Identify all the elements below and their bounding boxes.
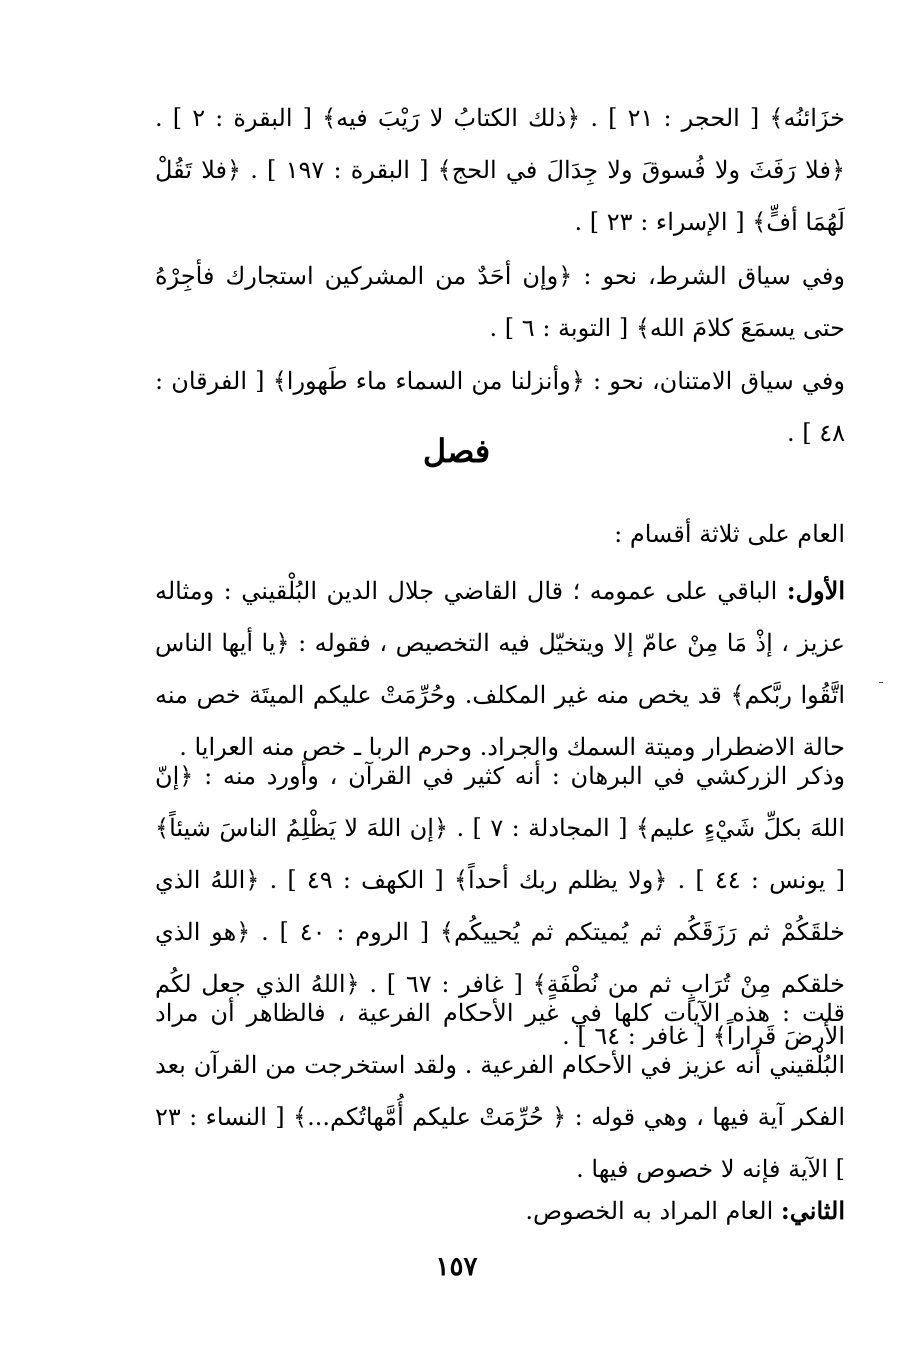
paragraph-zarkashi: وذكر الزركشي في البرهان : أنه كثير في القرآن ، وأورد منه : ﴿إنّ اللهَ بكلِّ شَيْءٍ عليم﴾ [ المجادلة : ٧ ] . ﴿إن اللهَ لا يَظْلِمُ الناسَ شيئاً﴾ [ يونس : ٤٤ ] . ﴿ولا يظلم ربك أحداً﴾ [ الكهف : ٤٩ ] . ﴿اللهُ الذي خلقَكُمْ ثم رَزَقَكُم ثم يُميتكم ثم يُحييكُم﴾ [ الروم : ٤٠ ] . ﴿هو الذي خلقكم مِنْ تُرَابٍ ثم من نُطْفَةٍ﴾ [ غافر : ٦٧ ] . ﴿اللهُ الذي جعل لكُم الأرضَ قَراراً﴾ [ غافر : ٦٤ ] . (155, 762, 845, 1050)
second-type-label: الثاني: (780, 1196, 845, 1225)
paragraph-second-type (155, 1185, 845, 1237)
section-heading: فصل (422, 432, 491, 470)
page-number: ١٥٧ (435, 1252, 478, 1282)
paragraph-first-type (155, 565, 845, 773)
paragraph-condition-context: وفي سياق الشرط، نحو : ﴿وإن أحَدٌ من المشركين استجارك فأجِرْهُ حتى يسمَعَ كلامَ الله﴾ [ التوبة : ٦ ] . (155, 262, 845, 342)
second-type-text: العام المراد به الخصوص. (525, 1197, 781, 1225)
paragraph-quran-examples: خزَائنُه﴾ [ الحجر : ٢١ ] . ﴿ذلك الكتابُ لا رَيْبَ فيه﴾ [ البقرة : ٢ ] . ﴿فلا رَفَثَ ولا فُسوقَ ولا جِدَالَ في الحج﴾ [ البقرة : ١٩٧ ] . ﴿فلا تَقُلْ لَهُمَا أفٍّ﴾ [ الإسراء : ٢٣ ] . (155, 104, 845, 236)
paragraph-comment: قلت : هذه الآيات كلها في غير الأحكام الفرعية ، فالظاهر أن مراد البُلْقيني أنه عزيز في الأحكام الفرعية . ولقد استخرجت من القرآن بعد الفكر آية فيها ، وهي قوله : ﴿ حُرِّمَتْ عليكم أُمَّهاتُكم...﴾ [ النساء : ٢٣ ] الآية فإنه لا خصوص فيها . (155, 999, 845, 1183)
first-type-label: الأول: (786, 576, 845, 605)
paragraph-three-types: العام على ثلاثة أقسام : (614, 520, 845, 548)
paragraph-favor-context: وفي سياق الامتنان، نحو : ﴿وأنزلنا من السماء ماء طَهورا﴾ [ الفرقان : ٤٨ ] . (155, 367, 845, 447)
first-type-text: الباقي على عمومه ؛ قال القاضي جلال الدين البُلْقيني : ومثاله عزيز ، إذْ مَا مِنْ عامّ إلا ويتخيّل فيه التخصيص ، فقوله : ﴿يا أيها الناس اتَّقُوا ربَّكم﴾ قد يخص منه غير المكلف. وحُرِّمَتْ عليكم الميتَة خص منه حالة الاضطرار وميتة السمك والجراد. وحرم الربا ـ خص منه العرايا . (155, 577, 846, 761)
margin-mark (879, 682, 883, 683)
